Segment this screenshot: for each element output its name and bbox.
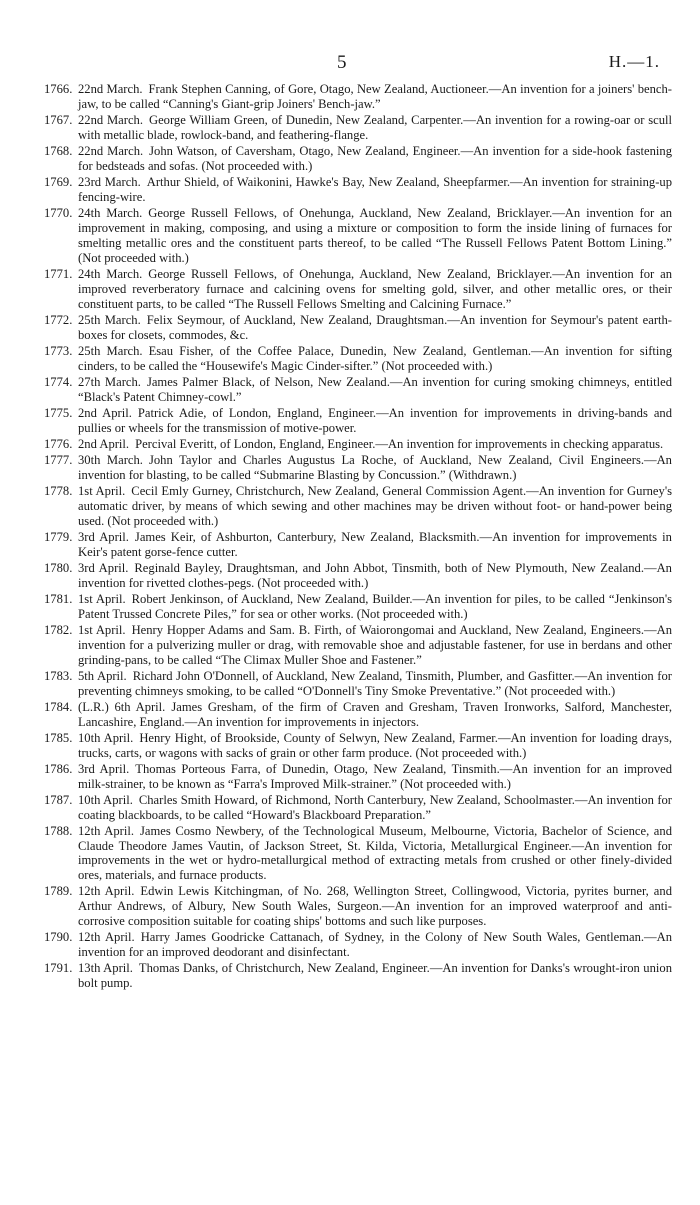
entry-number: 1772. [44,312,73,327]
entry-text: Reginald Bayley, Draughtsman, and John Abbot, Tinsmith, both of New Plymouth, New Zealand.—An invention for rivetted clothes-pegs. (Not proceeded with.) [78,560,672,590]
entry-number: 1771. [44,266,73,281]
patent-entry [44,375,672,405]
entry-date: 25th March. [78,343,143,358]
entry-text: Cecil Emly Gurney, Christchurch, New Zealand, General Commission Agent.—An invention for Gurney's automatic driver, by means of which sewing and other machines may be driven without foot- or hand-power being used. (Not proceeded with.) [78,483,672,528]
entry-number: 1769. [44,175,73,189]
entry-text: Felix Seymour, of Auckland, New Zealand, Draughtsman.—An invention for Seymour's patent earth-boxes for closets, commodes, &c. [78,312,673,342]
entry-body [78,175,672,205]
entry-date: 13th April. [78,961,133,976]
patent-entry [44,530,672,560]
entry-text: Esau Fisher, of the Coffee Palace, Dunedin, New Zealand, Gentleman.—An invention for sifting cinders, to be called the “Housewife's Magic Cinder-sifter.” (Not proceeded with.) [78,343,672,373]
entry-date: 22nd March. [78,82,143,96]
entry-date: 3rd April. [78,761,130,776]
entry-date: 3rd April. [78,529,129,544]
entry-body [78,762,672,792]
entry-text: Patrick Adie, of London, England, Engineer.—An invention for improvements in driving-bands and pullies or wheels for the transmission of motive-power. [78,405,673,435]
patent-entry [44,700,672,730]
entry-number: 1787. [44,792,73,807]
entry-body [78,700,672,730]
entry-body [78,82,672,112]
entry-number: 1786. [44,761,73,776]
entry-text: George Russell Fellows, of Onehunga, Auckland, New Zealand, Bricklayer.—An invention for an improvement in making, composing, and using a mixture or composition to form the inside lining of furnaces for smelting metallic ores and the constituent parts thereof, to be called “The Russell Fellows Patent Bottom Lining.” (Not proceeded with.) [78,206,672,265]
page-header [0,52,700,74]
patent-entry [44,206,672,266]
entry-body [78,113,672,143]
patent-entry [44,344,672,374]
entry-body [78,530,672,560]
patent-entry [44,762,672,792]
patent-entry [44,113,672,143]
entry-text: John Taylor and Charles Augustus La Roche, of Auckland, New Zealand, Civil Engineers.—An invention for blasting, to be called “Submarine Blasting by Concussion.” (Withdrawn.) [78,452,672,482]
entry-body [78,406,672,436]
entry-body [78,592,672,622]
entry-number: 1775. [44,405,73,420]
entry-number: 1785. [44,730,73,745]
patent-entry [44,437,672,452]
entry-body [78,884,672,929]
entry-date: 3rd April. [78,560,129,575]
patent-list [44,82,672,992]
entry-text: Robert Jenkinson, of Auckland, New Zealand, Builder.—An invention for piles, to be called “Jenkinson's Patent Trussed Concrete Piles,” for sea or other works. (Not proceeded with.) [78,591,672,621]
patent-entry [44,623,672,668]
entry-number: 1784. [44,699,73,714]
entry-text: Harry James Goodricke Cattanach, of Sydney, in the Colony of New South Wales, Gentleman.—An invention for an improved deodorant and disinfectant. [78,930,673,960]
entry-number: 1790. [44,930,73,945]
patent-entry [44,82,672,112]
patent-entry [44,884,672,929]
entry-body [78,144,672,174]
entry-date: 1st April. [78,591,126,606]
entry-date: 5th April. [78,668,127,683]
entry-number: 1783. [44,668,73,683]
entry-number: 1779. [44,529,73,544]
entry-text: Charles Smith Howard, of Richmond, North Canterbury, New Zealand, Schoolmaster.—An invention for coating blackboards, to be called “Howard's Blackboard Preparation.” [78,792,672,822]
entry-date: 23rd March. [78,175,141,189]
entry-date: 12th April. [78,930,135,945]
entry-text: Percival Everitt, of London, England, Engineer.—An invention for improvements in checking apparatus. [135,436,664,451]
patent-entry [44,731,672,761]
entry-number: 1773. [44,343,73,358]
patent-entry [44,793,672,823]
entry-date: 25th March. [78,312,141,327]
entry-number: 1788. [44,823,73,838]
entry-date: 2nd April. [78,436,130,451]
patent-entry [44,175,672,205]
entry-text: James Keir, of Ashburton, Canterbury, New Zealand, Blacksmith.—An invention for improvements in Keir's patent gorse-fence cutter. [78,529,672,559]
entry-text: George William Green, of Dunedin, New Zealand, Carpenter.—An invention for a rowing-oar or scull with metallic blade, rowlock-band, and feathering-flange. [78,113,672,142]
entry-date: 30th March. [78,452,143,467]
entry-body [78,206,672,266]
entry-body [78,731,672,761]
entry-body [78,453,672,483]
patent-entry [44,406,672,436]
entry-date: 2nd April. [78,405,132,420]
entry-body [78,313,672,343]
patent-entry [44,313,672,343]
entry-number: 1768. [44,144,73,158]
entry-date: 22nd March. [78,144,144,158]
entry-number: 1789. [44,884,73,899]
entry-text: James Gresham, of the firm of Craven and Gresham, Traven Ironworks, Salford, Manchester, Lancashire, England.—An invention for improvements in injectors. [78,699,672,729]
patent-entry [44,267,672,312]
entry-text: Richard John O'Donnell, of Auckland, New Zealand, Tinsmith, Plumber, and Gasfitter.—An invention for preventing chimneys smoking, to be called “O'Donnell's Tiny Smoke Preventative.” (Not proceeded with.) [78,668,672,698]
entry-body [78,623,672,668]
entry-text: John Watson, of Caversham, Otago, New Zealand, Engineer.—An invention for a side-hook fastening for bedsteads and sofas. (Not proceeded with.) [78,144,672,173]
entry-body [78,793,672,823]
entry-number: 1774. [44,374,73,389]
entry-date: 24th March. [78,266,143,281]
patent-entry [44,144,672,174]
entry-date: 12th April. [78,823,134,838]
entry-body [78,484,672,529]
patent-entry [44,824,672,884]
entry-text: Henry Hight, of Brookside, County of Selwyn, New Zealand, Farmer.—An invention for loading drays, trucks, carts, or wagons with sacks of grain or other farm produce. (Not proceeded with.) [78,730,672,760]
entry-number: 1766. [44,82,73,96]
entry-text: George Russell Fellows, of Onehunga, Auckland, New Zealand, Bricklayer.—An invention for an improved reverberatory furnace and calcining ovens for smelting gold, silver, and other metallic ores, or their constituent parts, to be called “The Russell Fellows Smelting and Calcining Furnace.” [78,266,672,311]
entry-number: 1767. [44,113,73,127]
entry-number: 1791. [44,961,73,976]
entry-number: 1777. [44,452,73,467]
entry-body [78,669,672,699]
entry-body [78,267,672,312]
entry-text: Thomas Porteous Farra, of Dunedin, Otago, New Zealand, Tinsmith.—An invention for an improved milk-strainer, to be known as “Farra's Improved Milk-strainer.” (Not proceeded with.) [78,761,672,791]
entry-text: Arthur Shield, of Waikonini, Hawke's Bay, New Zealand, Sheepfarmer.—An invention for straining-up fencing-wire. [78,175,672,204]
entry-number: 1770. [44,206,73,220]
entry-date: 27th March. [78,374,141,389]
patent-entry [44,669,672,699]
patent-entry [44,592,672,622]
entry-date: 1st April. [78,483,126,498]
entry-date: 10th April. [78,792,133,807]
entry-text: Edwin Lewis Kitchingman, of No. 268, Wellington Street, Collingwood, Victoria, pyrites burner, and Arthur Andrews, of Albury, New South Wales, Surgeon.—An invention for an improved waterproof and anti-corrosive composition suitable for coating ships' bottoms and such like purposes. [78,884,672,929]
page-number: 5 [337,52,347,73]
entry-date: 1st April. [78,622,126,637]
entry-body [78,375,672,405]
entry-text: James Cosmo Newbery, of the Technological Museum, Melbourne, Victoria, Bachelor of Science, and Claude Theodore James Vautin, of Jackson Street, St. Kilda, Victoria, Metallurgical Engineer.—An invention for improvements in the wet or hydro-metallurgical method of extracting metals from crushed or other finely-divided ores, materials, and furnace products. [78,823,672,883]
entry-number: 1782. [44,622,73,637]
patent-entry [44,930,672,960]
patent-entry [44,961,672,991]
entry-text: James Palmer Black, of Nelson, New Zealand.—An invention for curing smoking chimneys, entitled “Black's Patent Chimney-cowl.” [78,374,672,404]
entry-number: 1780. [44,560,73,575]
document-reference: H.—1. [608,52,660,71]
entry-date: 22nd March. [78,113,143,127]
entry-date: 10th April. [78,730,134,745]
entry-number: 1778. [44,483,73,498]
entry-body [78,437,672,452]
entry-text: Thomas Danks, of Christchurch, New Zealand, Engineer.—An invention for Danks's wrought-iron union bolt pump. [78,961,672,991]
entry-body [78,930,672,960]
entry-date: 12th April. [78,884,135,899]
entry-number: 1781. [44,591,73,606]
patent-entry [44,484,672,529]
patent-entry [44,453,672,483]
entry-body [78,961,672,991]
entry-body [78,344,672,374]
entry-body [78,824,672,884]
entry-body [78,561,672,591]
entry-date: 24th March. [78,206,143,220]
entry-number: 1776. [44,436,73,451]
entry-date: (L.R.) 6th April. [78,699,166,714]
entry-text: Henry Hopper Adams and Sam. B. Firth, of Waiorongomai and Auckland, New Zealand, Engineers.—An invention for a pulverizing muller or drag, with removable shoe and adjustable fastener, for use in berdans and other grinding-pans, to be called “The Climax Muller Shoe and Fastener.” [78,622,672,667]
entry-text: Frank Stephen Canning, of Gore, Otago, New Zealand, Auctioneer.—An invention for a joiners' bench-jaw, to be called “Canning's Giant-grip Joiners' Bench-jaw.” [78,82,672,111]
patent-entry [44,561,672,591]
